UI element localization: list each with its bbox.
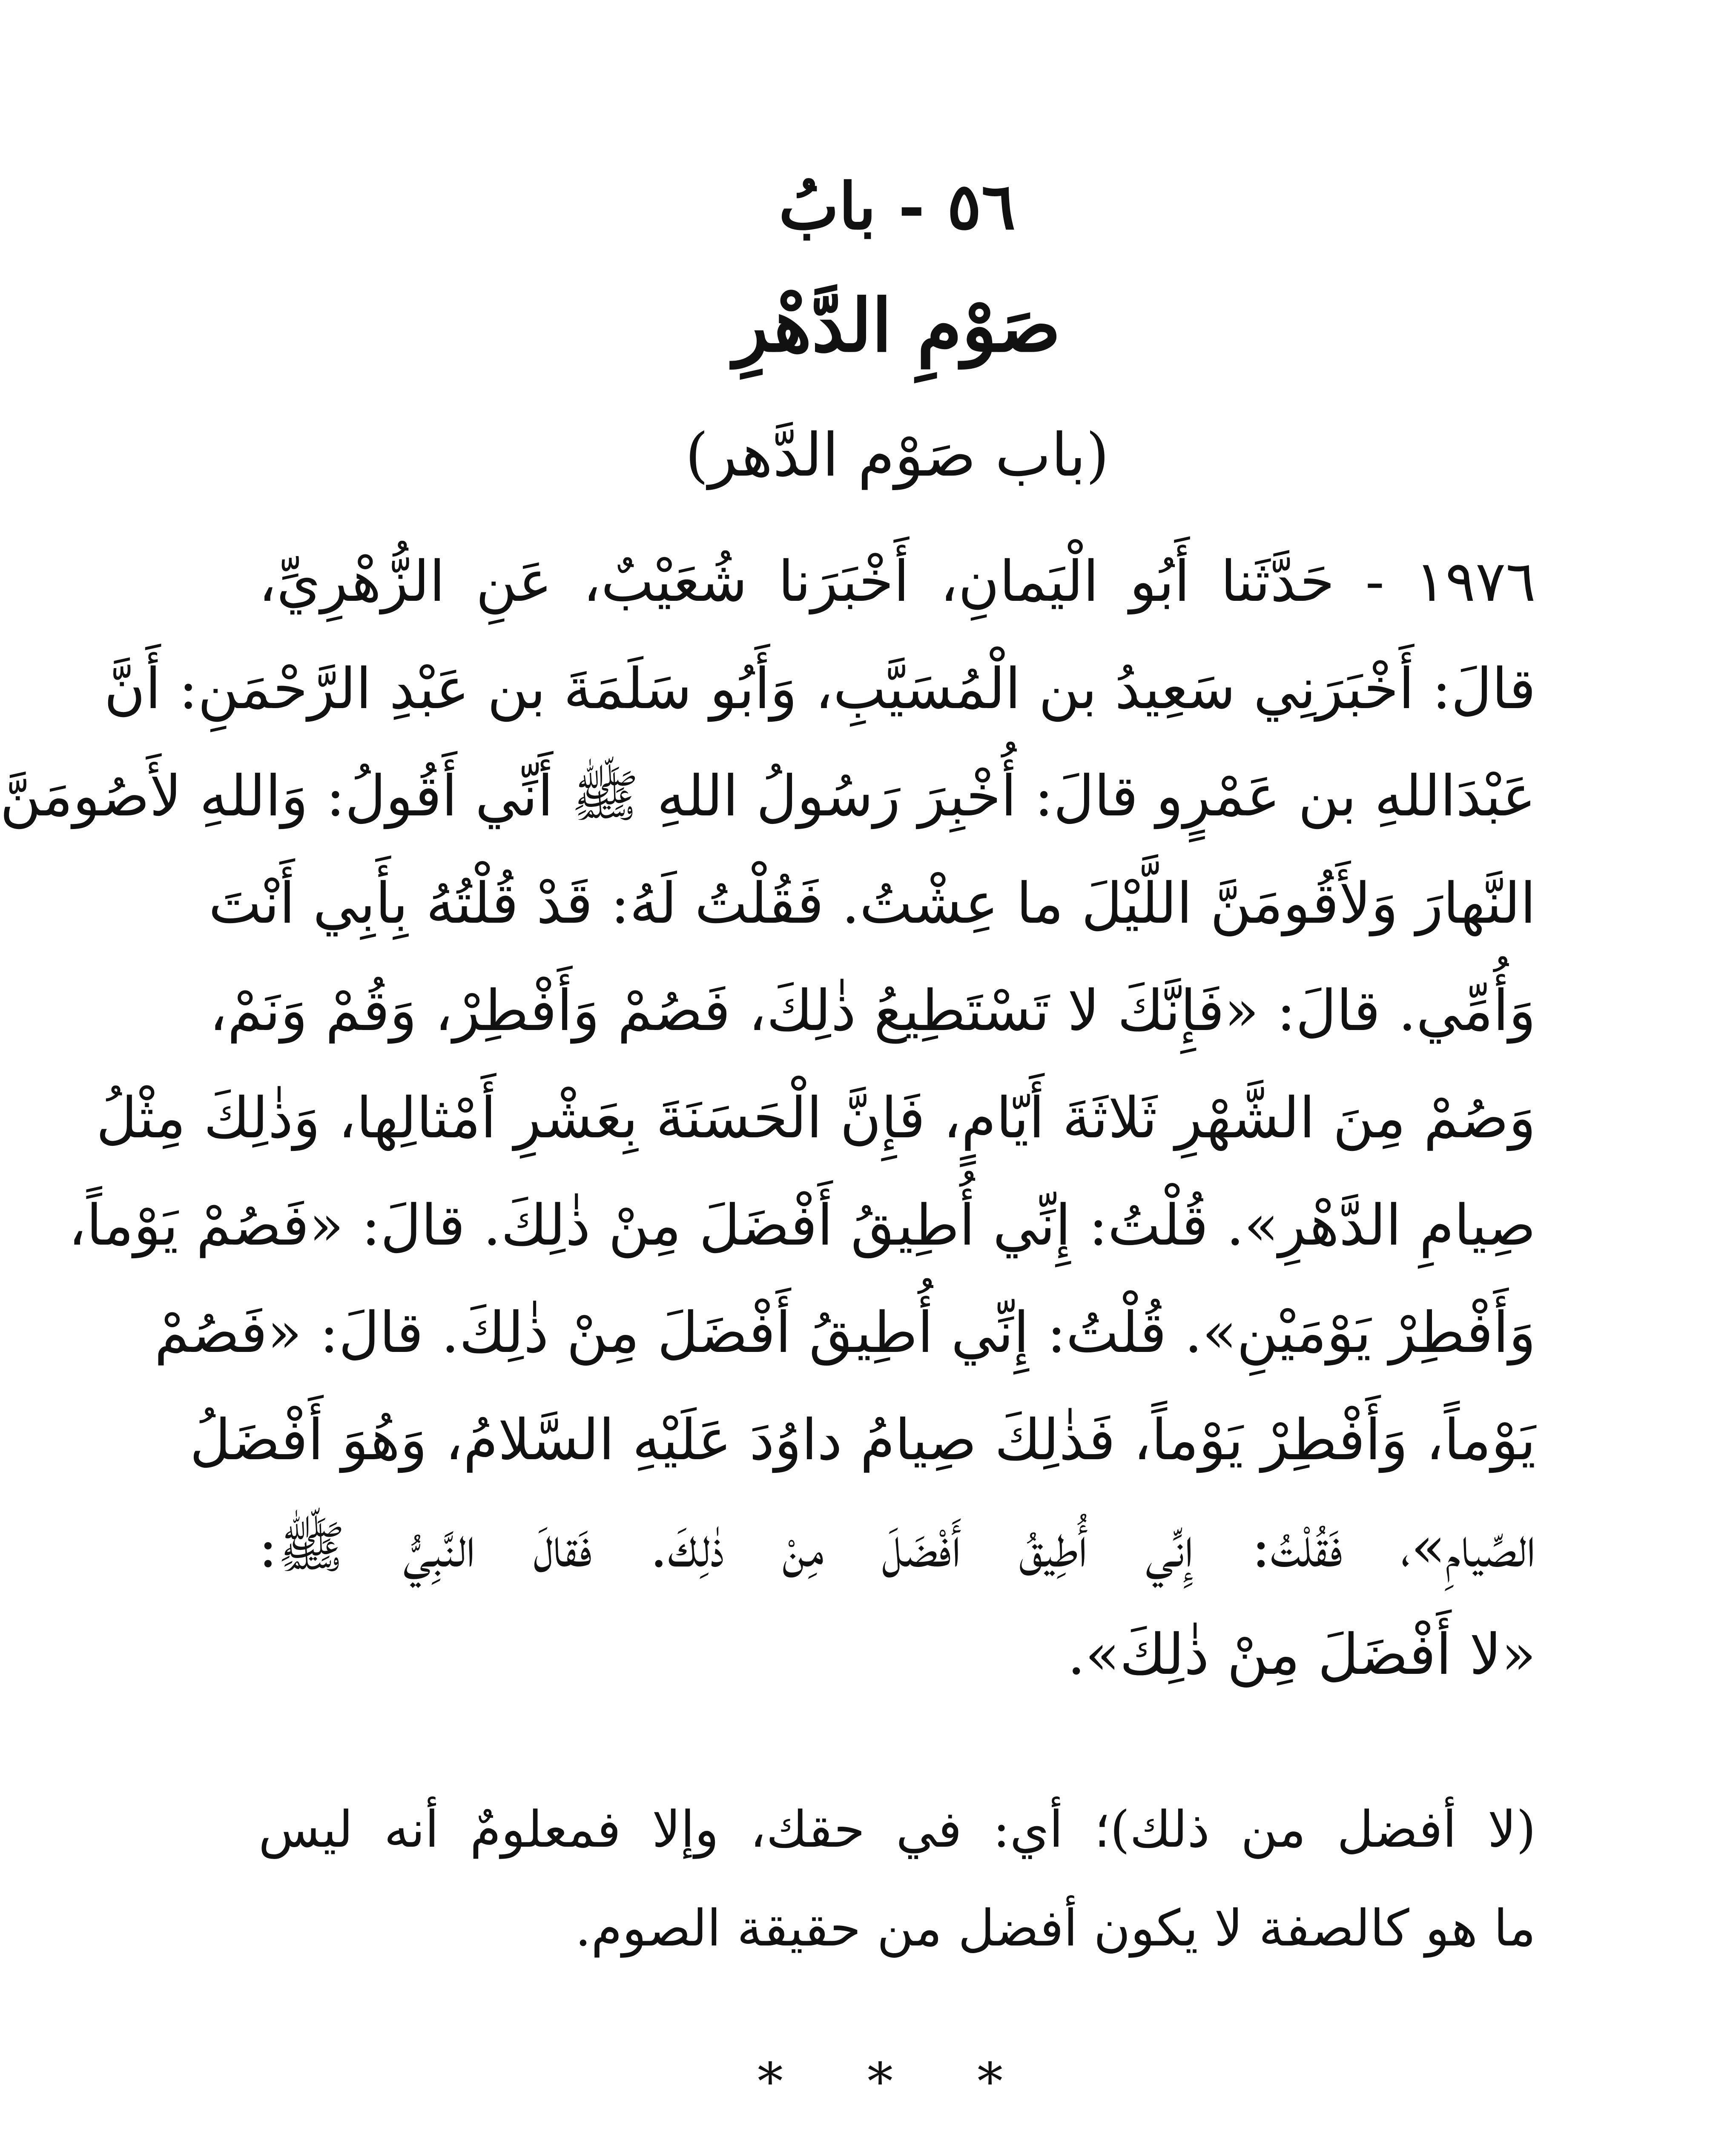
commentary-text xyxy=(258,1780,1536,1977)
hadith-line: وَأَفْطِرْ يَوْمَيْنِ». قُلْتُ: إِنِّي أُطِيقُ أَفْضَلَ مِنْ ذٰلِكَ. قالَ: «فَصُمْ xyxy=(154,1300,1536,1366)
commentary-line: (لا أفضل من ذلك)؛ أي: في حقك، وإلا فمعلومٌ أنه ليس xyxy=(258,1800,1536,1859)
chapter-number: ٥٦ - بابُ xyxy=(778,169,1016,244)
hadith-line: «لا أَفْضَلَ مِنْ ذٰلِكَ». xyxy=(1067,1622,1536,1687)
hadith-text xyxy=(0,528,1536,1708)
hadith-line: عَبْدَاللهِ بن عَمْرٍو قالَ: أُخْبِرَ رَسُولُ اللهِ ﷺ أَنِّي أَقُولُ: وَاللهِ لأَصُومَنَّ xyxy=(0,763,1536,829)
chapter-title: صَوْمِ الدَّهْرِ xyxy=(733,283,1061,368)
hadith-line: يَوْماً، وَأَفْطِرْ يَوْماً، فَذٰلِكَ صِيامُ داوُدَ عَلَيْهِ السَّلامُ، وَهُوَ أَفْضَلُ xyxy=(189,1407,1536,1473)
hadith-line: الصِّيامِ»، فَقُلْتُ: إِنِّي أُطِيقُ أَفْضَلَ مِنْ ذٰلِكَ. فَقالَ النَّبِيُّ ﷺ: xyxy=(258,1515,1536,1580)
hadith-line: وَأُمِّي. قالَ: «فَإِنَّكَ لا تَسْتَطِيعُ ذٰلِكَ، فَصُمْ وَأَفْطِرْ، وَقُمْ وَنَمْ، xyxy=(209,978,1536,1044)
hadith-line: وَصُمْ مِنَ الشَّهْرِ ثَلاثَةَ أَيّامٍ، فَإِنَّ الْحَسَنَةَ بِعَشْرِ أَمْثالِها، وَذٰلِكَ مِثْلُ xyxy=(96,1085,1536,1151)
hadith-line: صِيامِ الدَّهْرِ». قُلْتُ: إِنِّي أُطِيقُ أَفْضَلَ مِنْ ذٰلِكَ. قالَ: «فَصُمْ يَوْماً، xyxy=(68,1193,1536,1258)
commentary-line: ما هو كالصفة لا يكون أفضل من حقيقة الصوم. xyxy=(575,1899,1536,1957)
hadith-line: قالَ: أَخْبَرَنِي سَعِيدُ بن الْمُسَيَّبِ، وَأَبُو سَلَمَةَ بن عَبْدِ الرَّحْمَنِ: أَنَّ xyxy=(104,656,1536,722)
hadith-line: ١٩٧٦ - حَدَّثَنا أَبُو الْيَمانِ، أَخْبَرَنا شُعَيْبٌ، عَنِ الزُّهْرِيِّ، xyxy=(258,549,1536,614)
section-separator: * * * xyxy=(757,2052,1037,2112)
hadith-line: النَّهارَ وَلأَقُومَنَّ اللَّيْلَ ما عِشْتُ. فَقُلْتُ لَهُ: قَدْ قُلْتُهُ بِأَبِي أَنْتَ xyxy=(208,871,1536,936)
chapter-sub-heading: (باب صَوْم الدَّهر) xyxy=(685,421,1109,490)
